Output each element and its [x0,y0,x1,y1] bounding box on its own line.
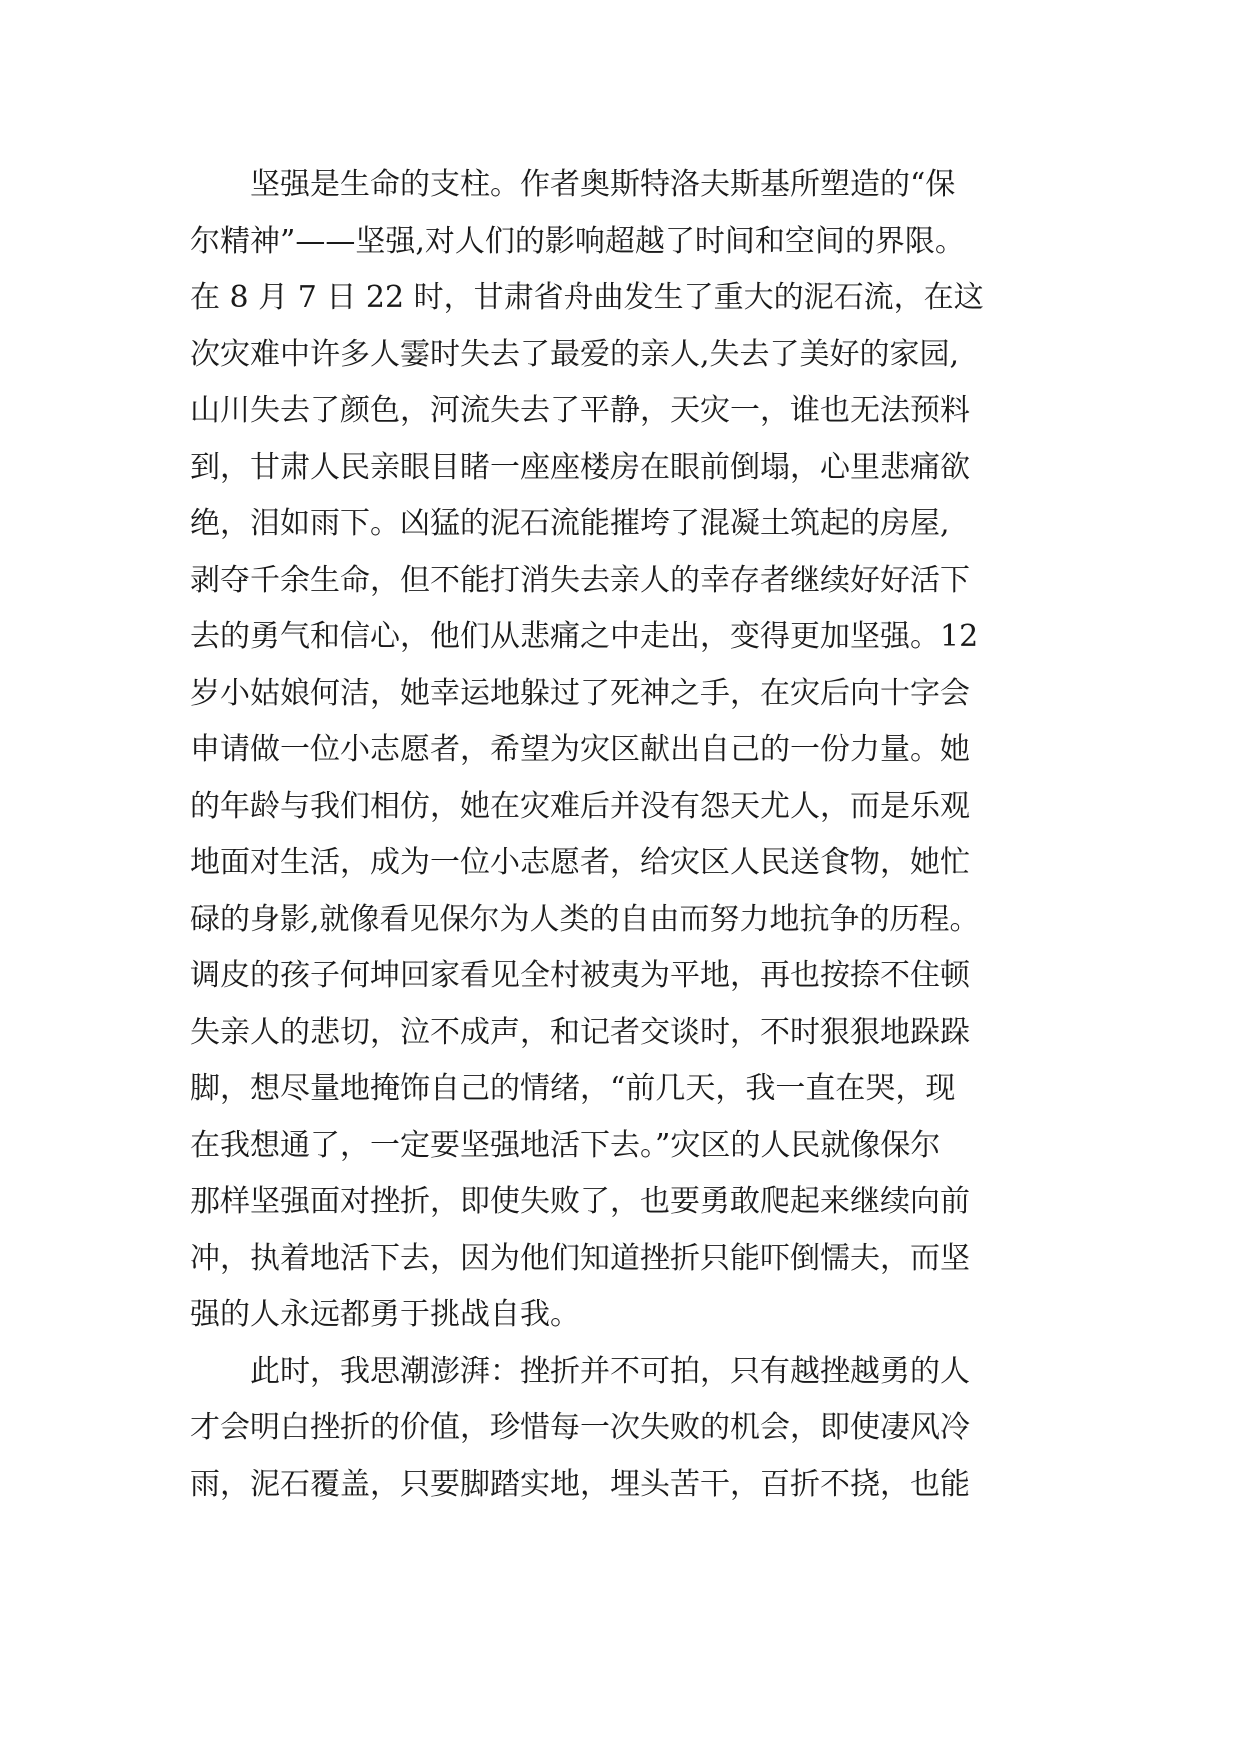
paragraph-1 [190,157,1070,1344]
text-line: 绝，泪如雨下。凶猛的泥石流能摧垮了混凝土筑起的房屋, [190,506,950,541]
text-line: 在 8 月 7 日 22 时，甘肃省舟曲发生了重大的泥石流，在这 [190,280,984,315]
text-line: 在我想通了，一定要坚强地活下去。”灾区的人民就像保尔 [190,1127,941,1163]
text-line: 失亲人的悲切，泣不成声，和记者交谈时，不时狠狠地跺跺 [190,1014,970,1050]
text-line: 剥夺千余生命，但不能打消失去亲人的幸存者继续好好活下 [190,562,970,598]
text-line: 岁小姑娘何洁，她幸运地躲过了死神之手，在灾后向十字会 [190,675,970,711]
text-line: 地面对生活，成为一位小志愿者，给灾区人民送食物，她忙 [190,845,970,880]
text-line: 才会明白挫折的价值，珍惜每一次失败的机会，即使凄风冷 [190,1410,970,1445]
text-line: 的年龄与我们相仿，她在灾难后并没有怨天尤人，而是乐观 [190,788,970,824]
text-line: 雨，泥石覆盖，只要脚踏实地，埋头苦干，百折不挠，也能 [190,1466,970,1502]
text-line: 冲，执着地活下去，因为他们知道挫折只能吓倒懦夫，而坚 [190,1240,970,1276]
text-line: 坚强是生命的支柱。作者奥斯特洛夫斯基所塑造的“保 [250,167,956,202]
text-line: 山川失去了颜色，河流失去了平静，天灾一，谁也无法预料 [190,393,970,428]
text-line: 碌的身影,就像看见保尔为人类的自由而努力地抗争的历程。 [190,901,980,937]
paragraph-2 [190,1344,1070,1514]
text-line: 脚，想尽量地掩饰自己的情绪，“前几天，我一直在哭，现 [190,1071,956,1106]
text-line: 次灾难中许多人霎时失去了最爱的亲人,失去了美好的家园, [190,336,960,372]
text-line: 尔精神”——坚强,对人们的影响超越了时间和空间的界限。 [190,223,965,259]
text-line: 那样坚强面对挫折，即使失败了，也要勇敢爬起来继续向前 [190,1184,970,1219]
text-line: 申请做一位小志愿者，希望为灾区献出自己的一份力量。她 [190,732,970,767]
text-line: 强的人永远都勇于挑战自我。 [190,1297,580,1332]
text-line: 调皮的孩子何坤回家看见全村被夷为平地，再也按捺不住顿 [190,958,970,993]
text-line: 到，甘肃人民亲眼目睹一座座楼房在眼前倒塌，心里悲痛欲 [190,449,970,485]
text-line: 去的勇气和信心，他们从悲痛之中走出，变得更加坚强。12 [190,619,979,654]
text-line: 此时，我思潮澎湃：挫折并不可拍，只有越挫越勇的人 [250,1353,970,1389]
document-body [190,157,1070,1513]
